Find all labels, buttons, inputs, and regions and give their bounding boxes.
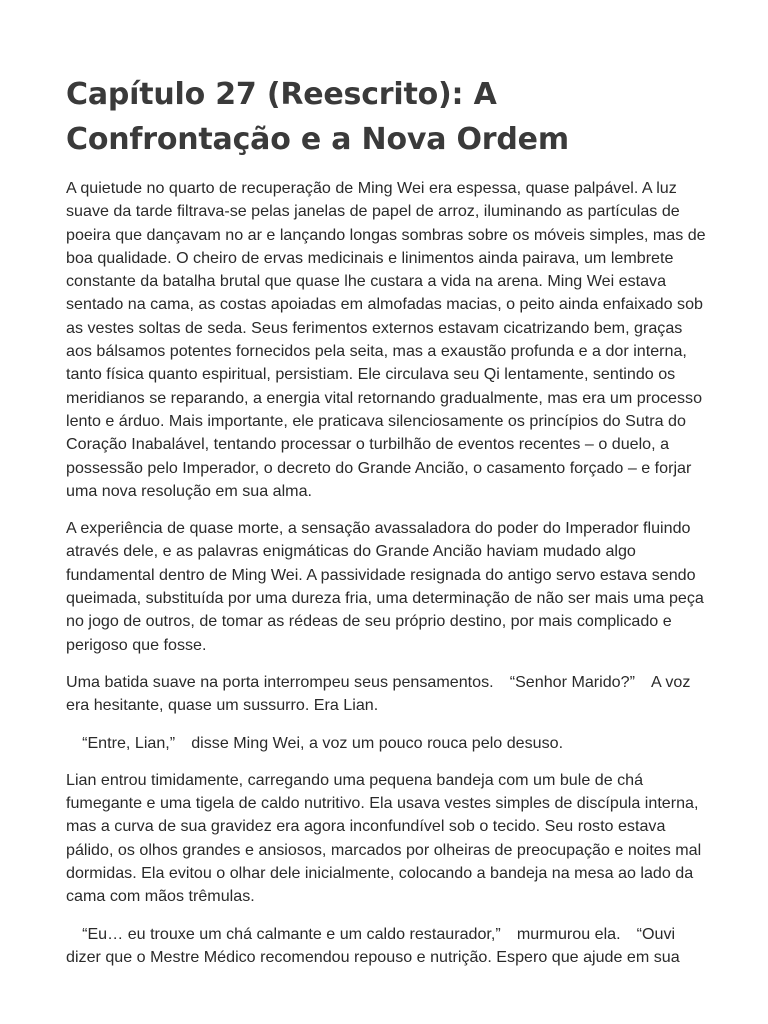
paragraph: Uma batida suave na porta interrompeu seus pensamentos. “Senhor Marido?” A voz era hesitante, quase um sussurro. Era Lian.	[66, 672, 691, 715]
paragraph: Lian entrou timidamente, carregando uma pequena bandeja com um bule de chá fumegante e uma tigela de caldo nutritivo. Ela usava vestes simples de discípula interna, mas a curva de sua gravidez era agora inconfundível sob o tecido. Seu rosto estava pálido, os olhos grandes e ansiosos, marcados por olheiras de preocupação e noites mal dormidas. Ela evitou o olhar dele inicialmente, colocando a bandeja na mesa ao lado da cama com mãos trêmulas.	[66, 770, 702, 906]
chapter-body	[66, 177, 706, 983]
paragraph: “Entre, Lian,” disse Ming Wei, a voz um pouco rouca pelo desuso.	[66, 733, 564, 752]
paragraph: A quietude no quarto de recuperação de Ming Wei era espessa, quase palpável. A luz suave da tarde filtrava-se pelas janelas de papel de arroz, iluminando as partículas de poeira que dançavam no ar e lançando longas sombras sobre os móveis simples, mas de boa qualidade. O cheiro de ervas medicinais e linimentos ainda pairava, um lembrete constante da batalha brutal que quase lhe custara a vida na arena. Ming Wei estava sentado na cama, as costas apoiadas em almofadas macias, o peito ainda enfaixado sob as vestes soltas de seda. Seus ferimentos externos estavam cicatrizando bem, graças aos bálsamos potentes fornecidos pela seita, mas a exaustão profunda e a dor interna, tanto física quanto espiritual, persistiam. Ele circulava seu Qi lentamente, sentindo os meridianos se reparando, a energia vital retornando gradualmente, mas era um processo lento e árduo. Mais importante, ele praticava silenciosamente os princípios do Sutra do Coração Inabalável, tentando processar o turbilhão de eventos recentes – o duelo, a possessão pelo Imperador, o decreto do Grande Ancião, o casamento forçado – e forjar uma nova resolução em sua alma.	[66, 179, 706, 500]
chapter-title: Capítulo 27 (Reescrito): A Confrontação e a Nova Ordem	[66, 77, 569, 157]
paragraph: “Eu… eu trouxe um chá calmante e um caldo restaurador,” murmurou ela. “Ouvi dizer que o Mestre Médico recomendou repouso e nutrição. Espero que ajude em sua	[66, 924, 680, 966]
paragraph: A experiência de quase morte, a sensação avassaladora do poder do Imperador fluindo através dele, e as palavras enigmáticas do Grande Ancião haviam mudado algo fundamental dentro de Ming Wei. A passividade resignada do antigo servo estava sendo queimada, substituída por uma dureza fria, uma determinação de não ser mais uma peça no jogo de outros, de tomar as rédeas de seu próprio destino, por mais complicado e perigoso que fosse.	[66, 519, 704, 654]
